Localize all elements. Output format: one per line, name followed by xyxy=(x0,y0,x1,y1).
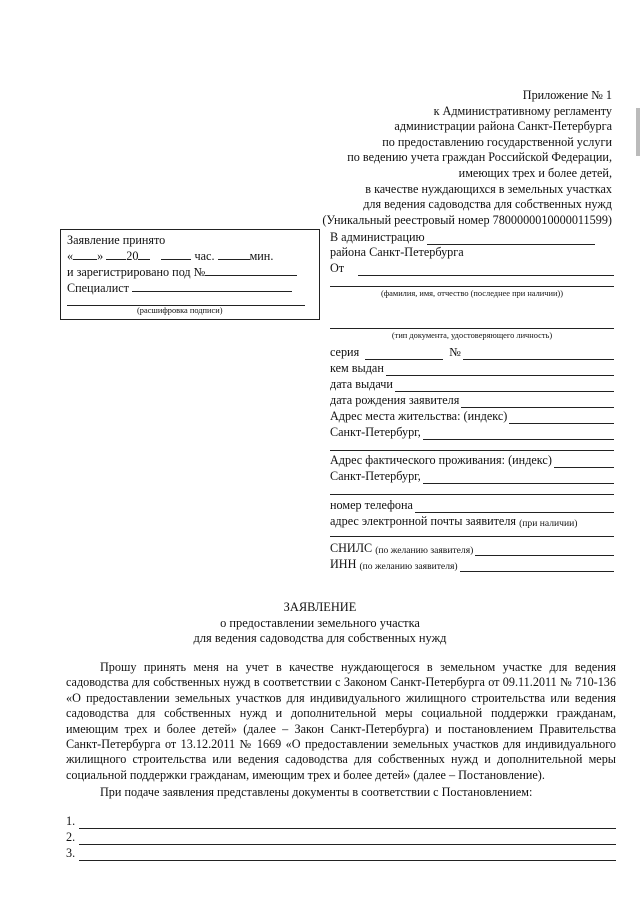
email-label: адрес электронной почты заявителя xyxy=(330,514,517,528)
snils-note: (по желанию заявителя) xyxy=(375,545,474,556)
registration-stamp-box xyxy=(60,229,320,320)
document-item-2 xyxy=(66,830,616,845)
title-line-2: о предоставлении земельного участка xyxy=(220,615,420,630)
application-body xyxy=(66,660,616,801)
signature-line[interactable] xyxy=(67,294,305,306)
year-field[interactable] xyxy=(138,248,150,260)
document-type-caption: (тип документа, удостоверяющего личность) xyxy=(391,331,553,340)
specialist-label: Специалист xyxy=(67,281,129,295)
to-admin-label: В администрацию xyxy=(330,230,425,244)
issue-date-field[interactable] xyxy=(395,380,614,392)
stamp-registered-row xyxy=(67,264,297,280)
document-item-field[interactable] xyxy=(79,817,616,829)
appendix-header xyxy=(232,88,612,228)
item-number: 2. xyxy=(66,830,76,844)
applicant-block xyxy=(330,228,614,578)
actual-address-field[interactable] xyxy=(423,472,614,484)
actual-address-row xyxy=(330,453,614,468)
residence-label: Адрес места жительства: (индекс) xyxy=(330,409,508,423)
stamp-date-row xyxy=(67,248,273,264)
header-line: по предоставлению государственной услуги xyxy=(382,134,612,149)
month-field[interactable] xyxy=(106,248,126,260)
from-label: От xyxy=(330,261,345,275)
phone-row xyxy=(330,498,614,513)
inn-field[interactable] xyxy=(460,560,614,572)
year-prefix: 20 xyxy=(126,249,139,263)
phone-label: номер телефона xyxy=(330,498,413,512)
header-line: по ведению учета граждан Российской Федерации, xyxy=(347,150,612,165)
email-field[interactable] xyxy=(330,536,614,537)
actual-extra-line[interactable] xyxy=(330,494,614,495)
phone-field[interactable] xyxy=(415,501,614,513)
district-row xyxy=(330,245,614,260)
fio-line[interactable] xyxy=(330,286,614,287)
from-row xyxy=(330,261,614,276)
residence-city-label: Санкт-Петербург, xyxy=(330,425,421,439)
header-line: имеющих трех и более детей, xyxy=(458,165,612,180)
admin-field[interactable] xyxy=(427,233,595,245)
request-paragraph: Прошу принять меня на учет в качестве нуждающегося в земельном участке для ведения садоводства для собственных нужд в соответствии с Законом Санкт-Петербурга от 09.11.2011 № 710-136 «О предоставлении земельных участков для индивидуального жилищного строительства или ведения садоводства для собственных нужд и дополнительной меры социальной поддержки гражданам, имеющим трех и более детей» (далее – Закон Санкт-Петербурга) и постановлением Правительства Санкт-Петербурга от 13.12.2011 № 1669 «О предоставлении земельных участков для индивидуального жилищного строительства или ведения садоводства для собственных нужд и дополнительной меры социальной поддержки гражданам, имеющим трех и более детей» (далее – Постановление). xyxy=(66,660,616,782)
birth-date-row xyxy=(330,393,614,408)
title-main: ЗАЯВЛЕНИЕ xyxy=(283,600,357,614)
document-number-field[interactable] xyxy=(463,348,614,360)
item-number: 3. xyxy=(66,846,76,860)
signature-caption: (расшифровка подписи) xyxy=(137,306,223,315)
series-row xyxy=(330,345,614,360)
actual-city-row xyxy=(330,469,614,484)
to-admin-row xyxy=(330,230,614,245)
inn-label: ИНН xyxy=(330,557,357,571)
issued-by-row xyxy=(330,361,614,376)
minutes-label: мин. xyxy=(249,249,274,263)
snils-label: СНИЛС xyxy=(330,541,373,555)
date-close-quote: » xyxy=(97,249,104,263)
hour-field[interactable] xyxy=(161,248,191,260)
document-type-line[interactable] xyxy=(330,328,614,329)
fio-caption: (фамилия, имя, отчество (последнее при наличии)) xyxy=(380,289,564,298)
stamp-accepted: Заявление принято xyxy=(67,233,166,247)
series-field[interactable] xyxy=(365,348,443,360)
issue-date-label: дата выдачи xyxy=(330,377,393,391)
minute-field[interactable] xyxy=(218,248,250,260)
snils-field[interactable] xyxy=(475,544,614,556)
document-title xyxy=(0,600,640,647)
residence-address-field[interactable] xyxy=(423,428,614,440)
residence-index-field[interactable] xyxy=(509,412,614,424)
from-field[interactable] xyxy=(358,264,614,276)
title-line-3: для ведения садоводства для собственных нужд xyxy=(193,631,447,645)
header-line: администрации района Санкт-Петербурга xyxy=(394,119,612,134)
residence-row xyxy=(330,409,614,424)
email-row xyxy=(330,514,614,529)
header-line: в качестве нуждающихся в земельных участках xyxy=(365,181,612,196)
number-label: № xyxy=(449,345,461,359)
birth-date-label: дата рождения заявителя xyxy=(330,393,460,407)
series-label: серия xyxy=(330,345,360,359)
document-item-field[interactable] xyxy=(79,833,616,845)
date-open-quote: « xyxy=(67,249,74,263)
district-label: района Санкт-Петербурга xyxy=(330,245,464,259)
registered-label: и зарегистрировано под № xyxy=(67,265,206,279)
document-item-field[interactable] xyxy=(79,849,616,861)
issued-by-label: кем выдан xyxy=(330,361,384,375)
residence-city-row xyxy=(330,425,614,440)
issue-date-row xyxy=(330,377,614,392)
registration-number-field[interactable] xyxy=(205,264,297,276)
actual-address-label: Адрес фактического проживания: (индекс) xyxy=(330,453,552,467)
hours-label: час. xyxy=(194,249,215,263)
actual-index-field[interactable] xyxy=(554,456,614,468)
email-note: (при наличии) xyxy=(519,518,578,529)
specialist-field[interactable] xyxy=(132,280,292,292)
header-line: для ведения садоводства для собственных нужд xyxy=(363,197,612,212)
header-line: Приложение № 1 xyxy=(522,88,612,102)
document-item-3 xyxy=(66,846,616,861)
header-line: (Уникальный реестровый номер 7800000010000011599) xyxy=(322,212,612,227)
item-number: 1. xyxy=(66,814,76,828)
day-field[interactable] xyxy=(73,248,97,260)
header-line: к Административному регламенту xyxy=(433,103,612,118)
document-item-1 xyxy=(66,814,616,829)
residence-extra-line[interactable] xyxy=(330,450,614,451)
inn-row xyxy=(330,557,614,572)
documents-intro: При подаче заявления представлены документы в соответствии с Постановлением: xyxy=(100,785,533,800)
inn-note: (по желанию заявителя) xyxy=(359,561,458,572)
snils-row xyxy=(330,541,614,556)
actual-city-label: Санкт-Петербург, xyxy=(330,469,421,483)
issued-by-field[interactable] xyxy=(386,364,614,376)
scan-edge-mark xyxy=(636,108,640,156)
birth-date-field[interactable] xyxy=(461,396,614,408)
